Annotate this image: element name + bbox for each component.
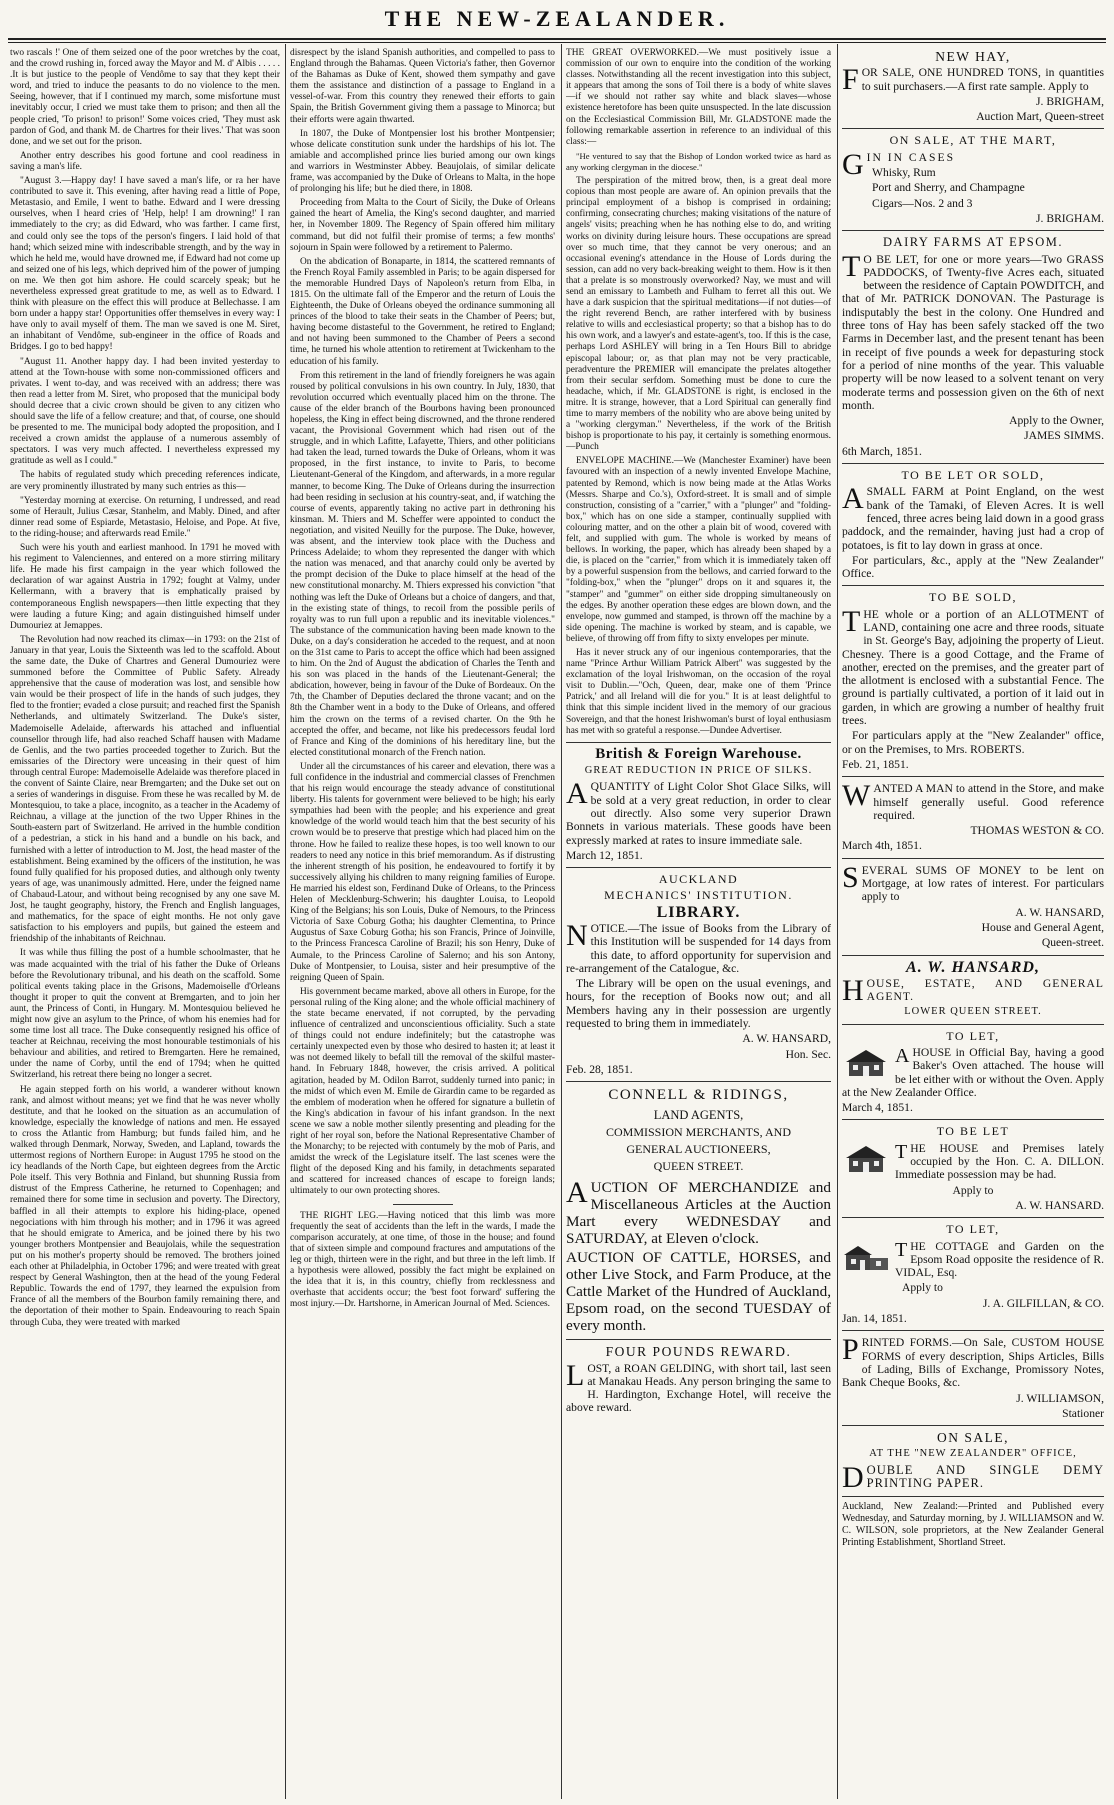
ad-subtitle: LOWER QUEEN STREET. [904,1006,1042,1018]
ad-money [842,860,1104,950]
ad-line: COMMISSION MERCHANTS, AND [605,1125,792,1140]
column-3 [566,48,831,1797]
ad-title: TO BE SOLD, [929,590,1017,605]
ad-body: AUCTION OF CATTLE, HORSES, and other Live Stock, and Farm Produce, at the Cattle Market of the Hundred of Auckland, Epsom road, on the second TUESDAY of every month. [566,1249,831,1335]
ad-body: RINTED FORMS.—On Sale, CUSTOM HOUSE FORMS of every description, Ships Articles, Bills of Lading, Bills of Exchange, Promissory Notes, Bank Cheque Books, &c. [842,1336,1104,1390]
drop-cap: A [895,1045,910,1067]
ad-body: QUANTITY of Light Color Shot Glace Silks, will be sold at a very great reduction, in order to clear out directly. Also some very superior Drawn Bonnets in various materials. These goods have been expressly marked at rates to insure immediate sale. [566,780,831,847]
ad-title: TO BE LET OR SOLD, [901,468,1045,483]
article-paragraph: From this retirement in the land of friendly foreigners he was again roused by political convulsions in his own country. In July, 1830, that revolution occurred which eventually placed him on the throne. The cause of the elder branch of the Bourbons having been pronounced hopeless, the King in effect being discrowned, and the throne rendered vacant, the Provisional Government which had risen out of the struggle, and in which Lafitte, Lafayette, Thiers, and other politicians had taken the lead, turned towards the Duke of Orleans, whom it was proposed, in the first instance, to invite to Paris, to become Lieutenant-General of the Kingdom, and afterwards, in a more regular manner, to become King. The Duke of Orleans during the insurrection had been residing in seclusion at his country-seat, and, if watching the course of events, apparently taking no active part in dethroning his kinsman. M. Thiers and M. Scheffer were appointed to conduct the negotiation, and visited Neuilly for the purpose. The Duke, however, was absent, and the interview took place with the Duchess and Princess Adelaide; to whom they represented the danger with which the nation was menaced, and that anarchy could only be averted by the prompt decision of the Duke to place himself at the head of the new constitutional monarchy. M. Thiers expressed his conviction "that nothing was left the Duke of Orleans but a choice of dangers, and that, in the existing state of things, to recoil from the possible perils of royalty was to run full upon a republic and its inevitable violences." The substance of the communication having been made known to the Duke, on a day's consideration he acceded to the request, and at noon on the 31st came to Paris to accept the office which had been assigned to him. On the 2nd of August the abdication of Charles the Tenth and his son was placed in the hands of the Lieutenant-General; the abdication, however, being in favour of the Duke of Bordeaux. On the 7th, the Chamber of Deputies declared the throne vacant; and on the 8th the Chamber went in a body to the Duke of Orleans, and offered him the crown on the terms of a revised charter. On the 9th he accepted the offer, and became, not like his predecessors feudal lord of France and King of the dominions of his hereditary line, but the elected constitutional monarch of the French nation. [290,370,555,758]
ad-separator [842,858,1104,859]
article-quote: "He ventured to say that the Bishop of London worked twice as hard as any working clergyman in the diocese." [566,150,831,172]
ad-line: Port and Sherry, and Champagne [872,181,1025,195]
masthead: THE NEW-ZEALANDER. [384,6,730,31]
ad-line: Whisky, Rum [872,166,936,180]
ad-signature: Apply to [952,1183,994,1197]
masthead-rule-thin [8,42,1106,43]
drop-cap: F [842,63,859,97]
ad-separator [842,776,1104,777]
ad-separator [842,230,1104,231]
ad-signature: THOMAS WESTON & CO. [970,824,1104,838]
ad-signature: A. W. HANSARD, [742,1032,831,1046]
article-paragraph: It was while thus filling the post of a humble schoolmaster, that he was made acquainted with the trial of his father the Duke of Orleans before the Revolutionary tribunal, and his death on the scaffold. Some political events taking place in the Grisons, Mademoiselle d'Orleans thought it proper to quit the convent at Bremgarten, and to join her aunt, the Princess of Conti, in Hungary. M. Montesquiou believed he might now give an asylum to the Prince, of whom his enemies had for some time lost all trace. The Duke consequently resigned his office of teacher at Reichnau, receiving the most honourable testimonials of his behaviour and abilities, and retired to Bremgarten. Here he remained, under the name of Corby, until the end of 1794; when he quitted Switzerland, his retreat there being no longer a secret. [10,948,280,1081]
ad-body: The Library will be open on the usual evenings, and hours, for the reception of Books now out; and all Members having any in their possession are urgently requested to bring them in immediately. [566,977,831,1031]
article-paragraph: Another entry describes his good fortune and cool readiness in saving a man's life. [10,150,280,172]
ad-date: Feb. 21, 1851. [842,757,909,771]
ad-allotment [842,591,1104,771]
drop-cap: S [842,860,859,894]
ad-signature: Queen-street. [1041,936,1104,950]
ad-title: TO BE LET [936,1124,1010,1139]
ad-title: TO LET, [946,1222,1000,1237]
ad-to-let-3 [842,1223,1104,1325]
drop-cap: N [566,918,588,952]
ad-line: Cigars—Nos. 2 and 3 [872,196,973,210]
column-2 [290,48,555,1797]
ad-date: March 4, 1851. [842,1101,913,1115]
article-paragraph: The Revolution had now reached its climax—in 1793: on the 21st of January in that year, Louis the Sixteenth was led to the scaffold. About the same date, the Duke of Chartres and General Dumouriez were summoned before the Committee of Public Safety. Already apprehensive that the cause of moderation was lost, and sensible how vain would be their prospect of life in the hands of such judges, they fled to the frontier; evaded a close pursuit; and reached first the Spanish Netherlands, and ultimately Switzerland. The Duke's sister, Mademoiselle Adelaide, afterwards his attached and influential counsellor through life, had also reached Schaff hausen with Madame de Genlis, and the two parties proceeded together to Zurich. But the emissaries of the Directory were unceasing in their quest of him through central Europe: Mademoiselle Adelaide was therefore placed in the convent of Sainte Claire, near Bremgarten; and the Duke set out on a series of wanderings in disguise. From these he was recalled by M. de Montesquiou, to take a place, incognito, as a teacher in the Academy of Reichnau, a village at the junction of the two Upper Rhines in the South-eastern part of Switzerland. He arrived in the humble condition of a pedestrian, a stick in his hand and a bundle on his back, and furnished with a letter of introduction to M. Jost, the head master of the establishment. Being examined by the officers of the institution, he was found fully qualified for his proposed duties, and although only twenty years of age, was unanimously admitted. Here, under the feigned name of Chabaud-Latour, and without being recognised by any one save M. Jost, he taught geography, history, the French and English languages, and mathematics, for the space of eight months. He not only gave satisfaction to his employers and pupils, but gained the esteem and friendship of the inhabitants of Reichnau. [10,634,280,945]
ad-body: SMALL FARM at Point England, on the west bank of the Tamaki, of Eleven Acres. It is well fenced, three acres being laid down in a good grass paddock, and the remainder, having just had a crop of potatoes, is fit to lay down in grass at once. [842,485,1104,552]
ad-connell-ridings [566,1087,831,1334]
ad-heading: MECHANICS' INSTITUTION. [604,888,793,903]
ad-signature: House and General Agent, [981,920,1104,934]
ad-signature: Apply to the Owner, [1009,414,1104,428]
ad-subtitle: GREAT REDUCTION IN PRICE OF SILKS. [584,765,813,777]
ad-signature: J. BRIGHAM. [1036,211,1104,225]
article-paragraph: "Yesterday morning at exercise. On returning, I undressed, and read some of Herault, Julius Cæsar, Stanhelm, and Mably. Dined, and after dinner read some of Espiarde, Metastasio, Heloise, and Pope. At five, to the riding-house; and afterwards read Emile." [10,495,280,539]
article-paragraph: THE RIGHT LEG.—Having noticed that this limb was more frequently the seat of accidents than the left in the wards, I made the comparison accurately, at one time, of those in the house; and found that of sixteen simple and compound fractures and amputations of the leg or thigh, thirteen were in the right, and but three in the left limb. If a hypothesis were allowed, possibly the fact might be explained on the idea that it is, in this country, chiefly from recklessness and overhaste that accidents occur; the 'best foot forward' suffering the most injury.—Dr. Hartshorne, in American Journal of Med. Sciences. [290,1210,555,1310]
ad-line: LAND AGENTS, [653,1108,744,1123]
ad-dairy-farms [842,236,1104,458]
article-paragraph: "August 3.—Happy day! I have saved a man's life, or ra her have contributed to save it. This evening, after having read a little of Pope, Metastasio, and Emile, I went to bathe. Edward and I were dressing ourselves, when I heard cries of 'Help, help! I am drowning!' I ran immediately to the cry; as did Edward, who was farther. I came first, and could only see the tops of the person's fingers. I laid hold of that hand; which seized mine with indescribable strength, and by the way in which he held me, would have drowned me, if Edward had not come up and seized one of his legs, which deprived him of the power of jumping on me. We then got him ashore. He could scarcely speak; but he nevertheless expressed great gratitude to me, as well as to Edward. I think with pleasure on the effect this will produce at Bellechasse. I am born under a happy star! Opportunities offer themselves in every way: I have only to avail myself of them. The man we saved is one M. Siret, an inhabitant of Vendôme, sub-engineer in the office of Roads and Bridges. I go to bed happy! [10,176,280,353]
article-separator [393,1204,453,1205]
ad-signature: JAMES SIMMS. [1024,429,1104,443]
ad-body: OTICE.—The issue of Books from the Library of this Institution will be suspended for 14 days from this date, to afford opportunity for supervision and re-arrangement of the Catalogue, &c. [566,921,831,975]
article-paragraph: In 1807, the Duke of Montpensier lost his brother Montpensier; whose delicate constitution sunk under the hardships of his lot. The amiable and accomplished prince lies buried among our own kings and warriors in Westminster Abbey. Beaujolais, of similar delicate frame, was accompanied by the Duke of Orleans to Malta, in the hope of prolonging his life; but he died there, in 1808. [290,128,555,195]
house-icon [842,1048,890,1078]
ad-separator [566,1081,831,1082]
ad-title: CONNELL & RIDINGS, [608,1087,789,1104]
article-paragraph: Such were his youth and earliest manhood. In 1791 he moved with his regiment to Valenciennes, and entered on a more stirring military life. He made his first campaign in the year which followed the declaration of war against Austria in 1792; fought at Valmy, under Kellermann, with a bravery that is emphatically praised by contemporaneous English newspapers—then little expecting that they were lauding a future King; and again distinguished himself under Dumouriez at Jemappes. [10,543,280,631]
ad-signature: J. A. GILFILLAN, & CO. [982,1296,1104,1310]
ad-british-warehouse [566,745,831,862]
ad-body: O BE LET, for one or more years—Two GRASS PADDOCKS, of Twenty-five Acres each, situated between the residence of Captain POWDITCH, and that of Mr. PATRICK DONOVAN. The Pasturage is indisputably the best in the colony. One Hundred and three tons of Hay has been safely stacked off the two Farms in December last, and the present tenant has been in receipt of five pounds a week for depasturing stock for a period of nine months of the year. This valuable property will be now leased to a solvent tenant on very moderate terms and possession given on the 6th of next month. [842,252,1104,412]
ad-signature: Apply to [902,1281,943,1295]
article-paragraph: Has it never struck any of our ingenious contemporaries, that the name "Prince Arthur William Patrick Albert" was suggested by the exclamation of the loyal Irishwoman, on the occasion of the royal visit to Dublin.—"Och, Queen, dear, make one of them 'Prince Patrick,' and all Ireland will die for you." It is at least delightful to think that this simple incident lived in the memory of our gracious Sovereign, and that the honest Irishwoman's burst of loyal enthusiasm has met with so grateful a response.—Dundee Advertiser. [566,647,831,736]
ad-body: For particulars apply at the "New Zealander" office, or on the Premises, to Mrs. ROBERTS. [842,729,1104,756]
ad-signature: Stationer [1062,1406,1104,1420]
ad-separator [566,867,831,868]
ad-signature: A. W. HANSARD. [1015,1198,1104,1212]
drop-cap: A [842,482,864,516]
ad-body: HOUSE in Official Bay, having a good Baker's Oven attached. The house will be let either with or without the Oven. Apply at the New Zealander Office. [842,1046,1104,1099]
ad-body: UCTION OF MERCHANDIZE and Miscellaneous Articles at the Auction Mart every WEDNESDAY and SATURDAY, at Eleven o'clock. [566,1179,831,1248]
article-paragraph: Proceeding from Malta to the Court of Sicily, the Duke of Orleans gained the heart of Amelia, the King's second daughter, and married her, in November 1809. The Regency of Spain offered him military command, but did not fulfil their promise of terms; a few months' sojourn in Spain were followed by a retirement to Palermo. [290,198,555,253]
article-paragraph: two rascals !' One of them seized one of the poor wretches by the coat, and the crowd rushing in, forced away the Mayor and M. d' Albis . . . . . .It is but justice to the people of Vendôme to say that they kept their word, and tried to induce the peasants to do no violence to the men. Seeing, however, that if I continued my march, some misfortune must inevitably occur, I cried we must take them to prison; and then all the people cried, 'To prison! to prison!' Some voices cried, 'They must ask pardon of God, and thank M. de Chartres for their lives.' That was soon done, and we set out for the prison. [10,48,280,147]
article-paragraph: Under all the circumstances of his career and elevation, there was a full confidence in the industrial and commercial classes of Frenchmen that his reign would encourage the steady advance of constitutional liberty. His talents for government were believed to be high; his early sympathies had been with the people; and his experience and great knowledge of the world would teach him that the best security of his crown would be to preserve that prestige which had placed him on the throne. How he failed to realize these hopes, is too well known to our readers to need any notice in this brief memorandum. As if distrusting the inherent strength of his position, he endeavoured to fortify it by successively allying his children to many reigning families of Europe. He married his eldest son, Ferdinand Duke of Orleans, to the Princess Helen of Mecklenburg-Schwerin; his daughter Louisa, to Leopold King of the Belgians; his son Louis, Duke of Nemours, to the Princess Victoria of Saxe Coburg Gotha; his daughter Clementina, to Prince Augustus of Saxe Coburg Gotha; his son Francis, Prince of Joinville, to the Princess Francesca Caroline of Brazil; his son Henry, Duke of Aumale, to the Princess Caroline of Salerno; and his son Antony, Duke of Montpensier, to Louisa, sister and heir presumptive of the reigning Queen of Spain. [290,761,555,983]
column-divider [285,44,286,1799]
ad-heading: AUCKLAND [658,872,739,887]
ad-new-hay [842,50,1104,123]
column-4 [842,48,1104,1797]
drop-cap: P [842,1333,859,1367]
ad-title: DAIRY FARMS AT EPSOM. [883,235,1063,250]
column-1 [10,48,280,1797]
ad-hansard [842,958,1104,1019]
article-paragraph: He again stepped forth on his world, a wanderer without known rank, and almost without means; yet we find that he was never wholly destitute, and that he looked on the situation as an accumulation of knowledge, especially the knowledge of nations and men. He essayed to cross the Atlantic from Hamburg; but funds failed him, and he walked through Denmark, Norway, Sweden, and Lapland, towards the uttermost regions of Northern Europe: in August 1795 he stood on the icy headlands of the North Cape, but eighteen degrees from the Arctic Pole itself. This very Bothnia and Finland, but shunning Russia from distrust of the Empress Catherine, he returned to Copenhagen; and remained there for some time in seclusion and poverty. The Directory, baffled in all their attempts to explore his hiding-place, opened negociations with him through his mother; and in 1796 it was agreed that he should emigrate to America, and be joined there by his two younger brothers Montpensier and Beaujolais, while the sequestration put on his mother's property should be removed. The brothers joined each other at Philadelphia, in October 1796; and were treated with great respect by General Washington, then at the head of the young Federal Republic. Towards the end of 1797, they learned the expulsion from France of all the members of the Bourbon family remaining there, and the deportation of their mother to Spain. Endeavouring to reach Spain through Cuba, they were treated with marked [10,1084,280,1328]
ad-body: OR SALE, ONE HUNDRED TONS, in quantities to suit purchasers.—A first rate sample. Apply to [861,66,1104,93]
ad-gin [842,134,1104,225]
article-paragraph: On the abdication of Bonaparte, in 1814, the scattered remnants of the French Royal Family assembled in Paris; to be again dispersed for the memorable Hundred Days of Napoleon's return from Elba, in 1815. On the ultimate fall of the Emperor and the return of Louis the Eighteenth, the Duke of Orleans obeyed the ordinance summoning all princes of the blood to take their seats in the Chamber of Peers; but, having become distasteful to the Government, he retired to England; and not having been summoned to the Chamber of Peers a second time, he turned his whole attention to retirement at Twickenham to the education of his family. [290,256,555,367]
ad-separator [842,955,1104,956]
ad-body: OUSE, ESTATE, AND GENERAL AGENT. [866,976,1104,1004]
drop-cap: A [566,1176,588,1210]
ad-body: For particulars, &c., apply at the "New Zealander" Office. [842,553,1104,581]
ad-signature: Hon. Sec. [785,1047,831,1061]
ad-on-sale-paper [842,1430,1104,1494]
ad-title: NEW HAY, [935,49,1011,64]
cottage-icon [842,1242,890,1272]
ad-separator [842,1119,1104,1120]
colophon: Auckland, New Zealand:—Printed and Published every Wednesday, and Saturday morning, by J. WILLIAMSON and W. C. WILSON, sole proprietors, at the New Zealander General Printing Establishment, Shortland Street. [842,1496,1104,1549]
ad-separator [842,1024,1104,1025]
drop-cap: D [842,1460,864,1494]
ad-reward [566,1345,831,1414]
ad-date: March 12, 1851. [566,848,643,862]
ad-title: A. W. HANSARD, [906,958,1040,976]
ad-line: IN IN CASES [866,150,956,164]
ad-body: HE COTTAGE and Garden on the Epsom Road opposite the residence of R. VIDAL, Esq. [895,1239,1104,1280]
ad-separator [842,463,1104,464]
column-divider [561,44,562,1799]
ad-title: ON SALE, [937,1430,1009,1446]
drop-cap: T [842,604,861,638]
ad-line: GENERAL AUCTIONEERS, [626,1142,771,1157]
house-icon [842,1144,890,1174]
ad-title: LIBRARY. [656,903,741,921]
drop-cap: G [842,147,864,181]
ad-body: HE whole or a portion of an ALLOTMENT of LAND, containing one acre and three roods, situate in St. George's Bay, adjoining the property of Lieut. Chesney. There is a good Cottage, and the Frame of another, erected on the premises, and the greater part of the allotment is enclosed with a substantial Fence. The ground is partially cultivated, a portion of it laid out in garden, in which are growing a number of healthy fruit trees. [842,607,1104,728]
ad-signature: Auction Mart, Queen-street [976,110,1104,124]
drop-cap: H [842,973,864,1007]
ad-signature: J. WILLIAMSON, [1016,1391,1104,1405]
ad-title: FOUR POUNDS REWARD. [605,1344,792,1360]
ad-title: TO LET, [946,1028,1000,1043]
ad-library [566,873,831,1076]
ad-date: March 4th, 1851. [842,839,922,853]
article-paragraph: disrespect by the island Spanish authorities, and compelled to pass to England through the Bahamas. Queen Victoria's father, then Governor of the Bahamas as Duke of Kent, showed them sympathy and gave them the assistance and distinction of a passage to England in a vessel-of-war. From this country they renewed their efforts to gain Spain, the British Government giving them a passage to Minorca; but their efforts were again thwarted. [290,48,555,125]
ad-signature: J. BRIGHAM, [1036,94,1104,108]
ad-small-farm [842,469,1104,580]
article-paragraph: ENVELOPE MACHINE.—We (Manchester Examiner) have been favoured with an inspection of a newly invented Envelope Machine, patented by Remond, which is now being made at the Atlas Works (Messrs. Sharpe and Co.'s), Oxford-street. It is small and of simple construction, consisting of a "carrier," with a "plunger" and "folding-box," which has on one side a stamper, continually supplied with colouring matter, and on the other a plain bit of wood, covered with felt, and supplied with gum. The whole is worked by means of bellows. In working, the paper, which has already been shaped by a die, is placed on the "carrier," from which it is immediately taken off by a powerful suspension from the bellows, and carried forward to the "folding-box," when the "plunger" drops on it and squares it, the "stamper" and "gummer" on either side dropping simultaneously on the edges. By another operation these edges are blown down, and the envelope, now gummed and stamped, is thrown off the machine by a side opening. The machine is worked by steam, and is capable, we believe, of throwing off from fifty to sixty envelopes per minute. [566,456,831,644]
ad-separator [842,1330,1104,1331]
ad-printed-forms [842,1333,1104,1420]
ad-separator [842,1217,1104,1218]
ad-separator [842,128,1104,129]
ad-title: ON SALE, AT THE MART, [889,133,1057,148]
ad-title: British & Foreign Warehouse. [595,745,802,762]
column-divider [837,44,838,1799]
drop-cap: A [566,777,588,811]
drop-cap: L [566,1358,585,1392]
ad-signature: A. W. HANSARD, [1015,905,1104,919]
drop-cap: W [842,779,871,813]
ad-separator [842,585,1104,586]
article-paragraph: The habits of regulated study which preceding references indicate, are very prominently illustrated by many such entries as this— [10,470,280,492]
ad-date: Jan. 14, 1851. [842,1312,907,1326]
ad-body: EVERAL SUMS OF MONEY to be lent on Mortgage, at low rates of interest. For particulars apply to [861,863,1104,904]
ad-subtitle: AT THE "NEW ZEALANDER" OFFICE, [869,1448,1077,1460]
ad-separator [566,1339,831,1340]
ad-body: OST, a ROAN GELDING, with short tail, last seen at Manakau Heads. Any person bringing the same to H. Hardington, Exchange Hotel, will receive the above reward. [566,1361,831,1415]
ad-to-let-1 [842,1030,1104,1115]
article-paragraph: His government became marked, above all others in Europe, for the personal ruling of the King alone; and the whole official machinery of the state became enervated, if not corrupted, by the pervading influence of centralized and unconscientious officiality. Such a state of things could not endure indefinitely; but the catastrophe was certainly unexpected even by those who desired to hasten it; at least it was not deemed likely to befall till the removal of the skilful master-hand. In February 1848, however, the crisis arrived. A political agitation, headed by M. Odilon Barrot, suddenly turned into panic; in the midst of which even M. Emile de Girardin came to be regarded as the emblem of moderation when he offered for signature a bulletin of the King's abdication in favour of his infant grandson. In the next scene we saw a noble mother silently presenting and pleading for the right of her royal son, before the National Representative Chamber of the Monarchy; to be rejected with contumely by the mob of Paris, and amidst the wreck of the Legislature itself. The last scenes were the flight of the deposed King and his family, in detachments separated and scattered for increased chances of escape to foreign lands; ultimately to our own protecting shores. [290,986,555,1197]
article-paragraph: The perspiration of the mitred brow, then, is a great deal more copious than most people are aware of. An opinion prevails that the principal employment of a bishop is comprised in ordaining; confirming, consecrating churches; making visitations of the nature of angels' visits; preaching when he has nothing else to do, and writing works on divinity during leisure hours. These occupations are spread over so much time, that they cannot be very onerous; and an occasional evening's attendance in the House of Lords during the session, can add no very back-breaking weight to them. How is it then that a prelate is so monstrously overworked? Nay, we must and will send an emissary to Lambeth and Fulham to ferret all this out. We have a dark suspicion that the spiritual meditations—if not duties—of the right reverend Bench, are rather interfered with by business relative to wills and ecclesiastical property; so that a bishop has to do his own work, and a lawyer's and estate-agent's, too. If this is the case, perhaps Lord ASHLEY will bring in a Ten Hours Bill to abridge episcopal labour; or, as that plan may not be very practicable, peradventure the PREMIER will emancipate the prelates altogether from their secular serfdom. Something must be done to cure the headache, which, if Mr. GLADSTONE is right, is enclosed in the mitre. It is strange, however, that a Lord Spiritual can generally find time to marry members of the nobility who are above being united by a "working clergyman." Nevertheless, if the work of the British bishop is proportionate to his pay, it certainly is something enormous.—Punch [566,176,831,453]
article-paragraph: "August 11. Another happy day. I had been invited yesterday to attend at the Town-house with some non-commissioned officers and privates. I went to-day, and was received with an address; there was then read a letter from M. Siret, who proposed that the municipal body should decree that a civic crown should be given to any citizen who should save the life of a fellow creature; and that, of course, one should be presented to me. The municipal body adopted the proposition, and I received a crown amidst the applause of a numerous assembly of spectators. I was very much affected. I nevertheless expressed my gratitude as well as I could." [10,356,280,467]
masthead-rule [8,38,1106,40]
drop-cap: T [895,1140,908,1163]
ad-to-let-2 [842,1125,1104,1212]
ad-separator [842,1425,1104,1426]
article-paragraph: THE GREAT OVERWORKED.—We must positively issue a commission of our own to enquire into the condition of the working classes. Notwithstanding all the recent investigation into this subject, it appears that among the sons of Toil there is a body of white slaves—if we should not rather say white and black slaves—whose existence heretofore has been quite unsuspected. In the late discussion on the Ecclesiastical Commission Bill, Mr. GLADSTONE made the following remarkable assertion in reference to an individual of this class:— [566,48,831,147]
drop-cap: T [842,249,861,283]
ad-body: HE HOUSE and Premises lately occupied by the Hon. C. A. DILLON. Immediate possession may be had. [895,1141,1104,1182]
ad-line: QUEEN STREET. [653,1159,744,1174]
drop-cap: T [895,1238,908,1261]
ad-date: Feb. 28, 1851. [566,1062,633,1076]
ad-wanted [842,779,1104,853]
ad-separator [566,742,831,743]
ad-date: 6th March, 1851. [842,444,922,458]
ad-body: ANTED A MAN to attend in the Store, and make himself generally useful. Good reference required. [873,782,1104,822]
ad-body: OUBLE AND SINGLE DEMY PRINTING PAPER. [866,1462,1104,1491]
